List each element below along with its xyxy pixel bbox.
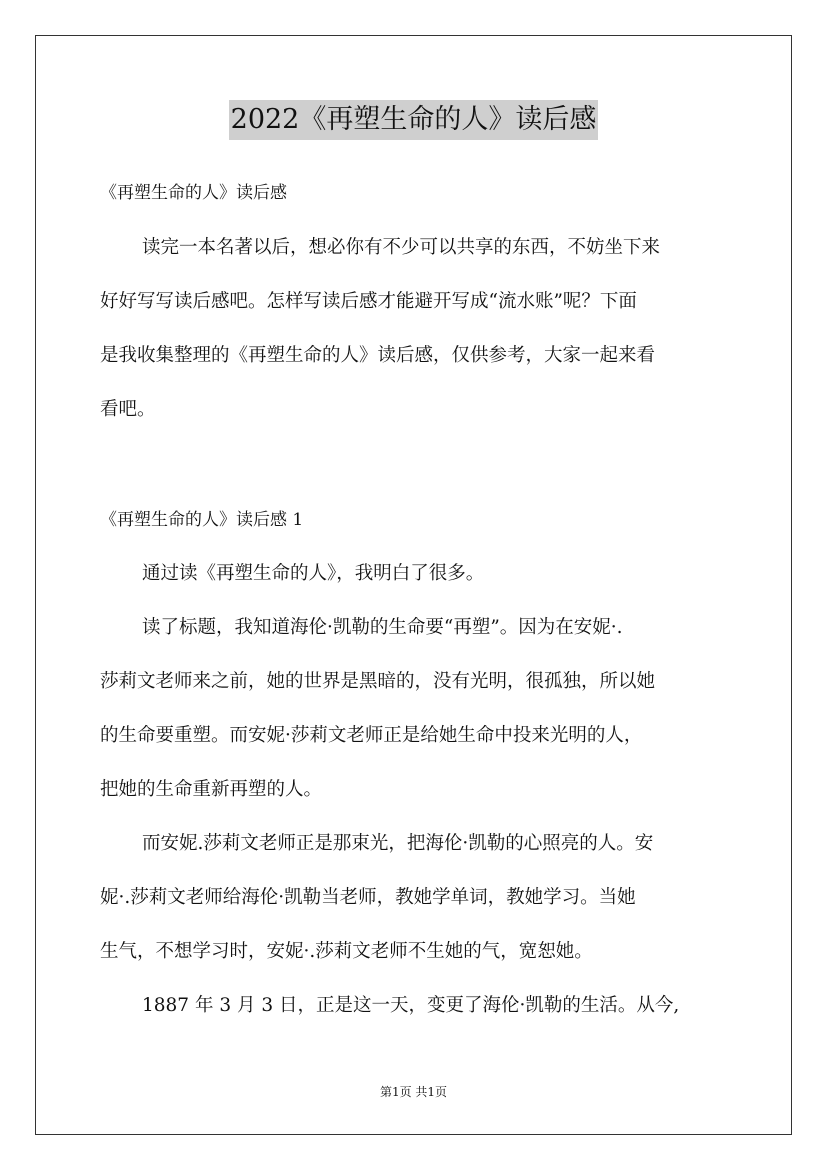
paragraph-3-line-2: 妮·.莎莉文老师给海伦·凯勒当老师，教她学单词，教她学习。当她 (100, 887, 636, 908)
document-title: 2022《再塑生命的人》读后感 (229, 100, 599, 140)
paragraph-3-line-1: 而安妮.莎莉文老师正是那束光，把海伦·凯勒的心照亮的人。安 (142, 833, 654, 854)
paragraph-1: 通过读《再塑生命的人》，我明白了很多。 (142, 563, 485, 584)
intro-line-2: 好好写写读后感吧。怎样写读后感才能避开写成“流水账”呢？下面 (100, 291, 637, 312)
paragraph-2-line-2: 莎莉文老师来之前，她的世界是黑暗的，没有光明，很孤独，所以她 (100, 671, 656, 692)
document-title-wrap (0, 100, 827, 140)
subtitle: 《再塑生命的人》读后感 (100, 183, 287, 203)
intro-line-4: 看吧。 (100, 399, 156, 420)
paragraph-4: 1887 年 3 月 3 日，正是这一天，变更了海伦·凯勒的生活。从今, (142, 995, 680, 1016)
page-footer: 第1页 共1页 (379, 1085, 448, 1099)
intro-line-3: 是我收集整理的《再塑生命的人》读后感，仅供参考，大家一起来看 (100, 345, 656, 366)
paragraph-2-line-3: 的生命要重塑。而安妮·莎莉文老师正是给她生命中投来光明的人， (100, 725, 643, 746)
paragraph-2-line-1: 读了标题，我知道海伦·凯勒的生命要“再塑”。因为在安妮·. (142, 617, 623, 638)
section-heading: 《再塑生命的人》读后感 1 (100, 510, 304, 530)
paragraph-2-line-4: 把她的生命重新再塑的人。 (100, 779, 323, 800)
paragraph-3-line-3: 生气，不想学习时，安妮·.莎莉文老师不生她的气，宽恕她。 (100, 941, 593, 962)
intro-line-1: 读完一本名著以后，想必你有不少可以共享的东西，不妨坐下来 (142, 237, 661, 258)
